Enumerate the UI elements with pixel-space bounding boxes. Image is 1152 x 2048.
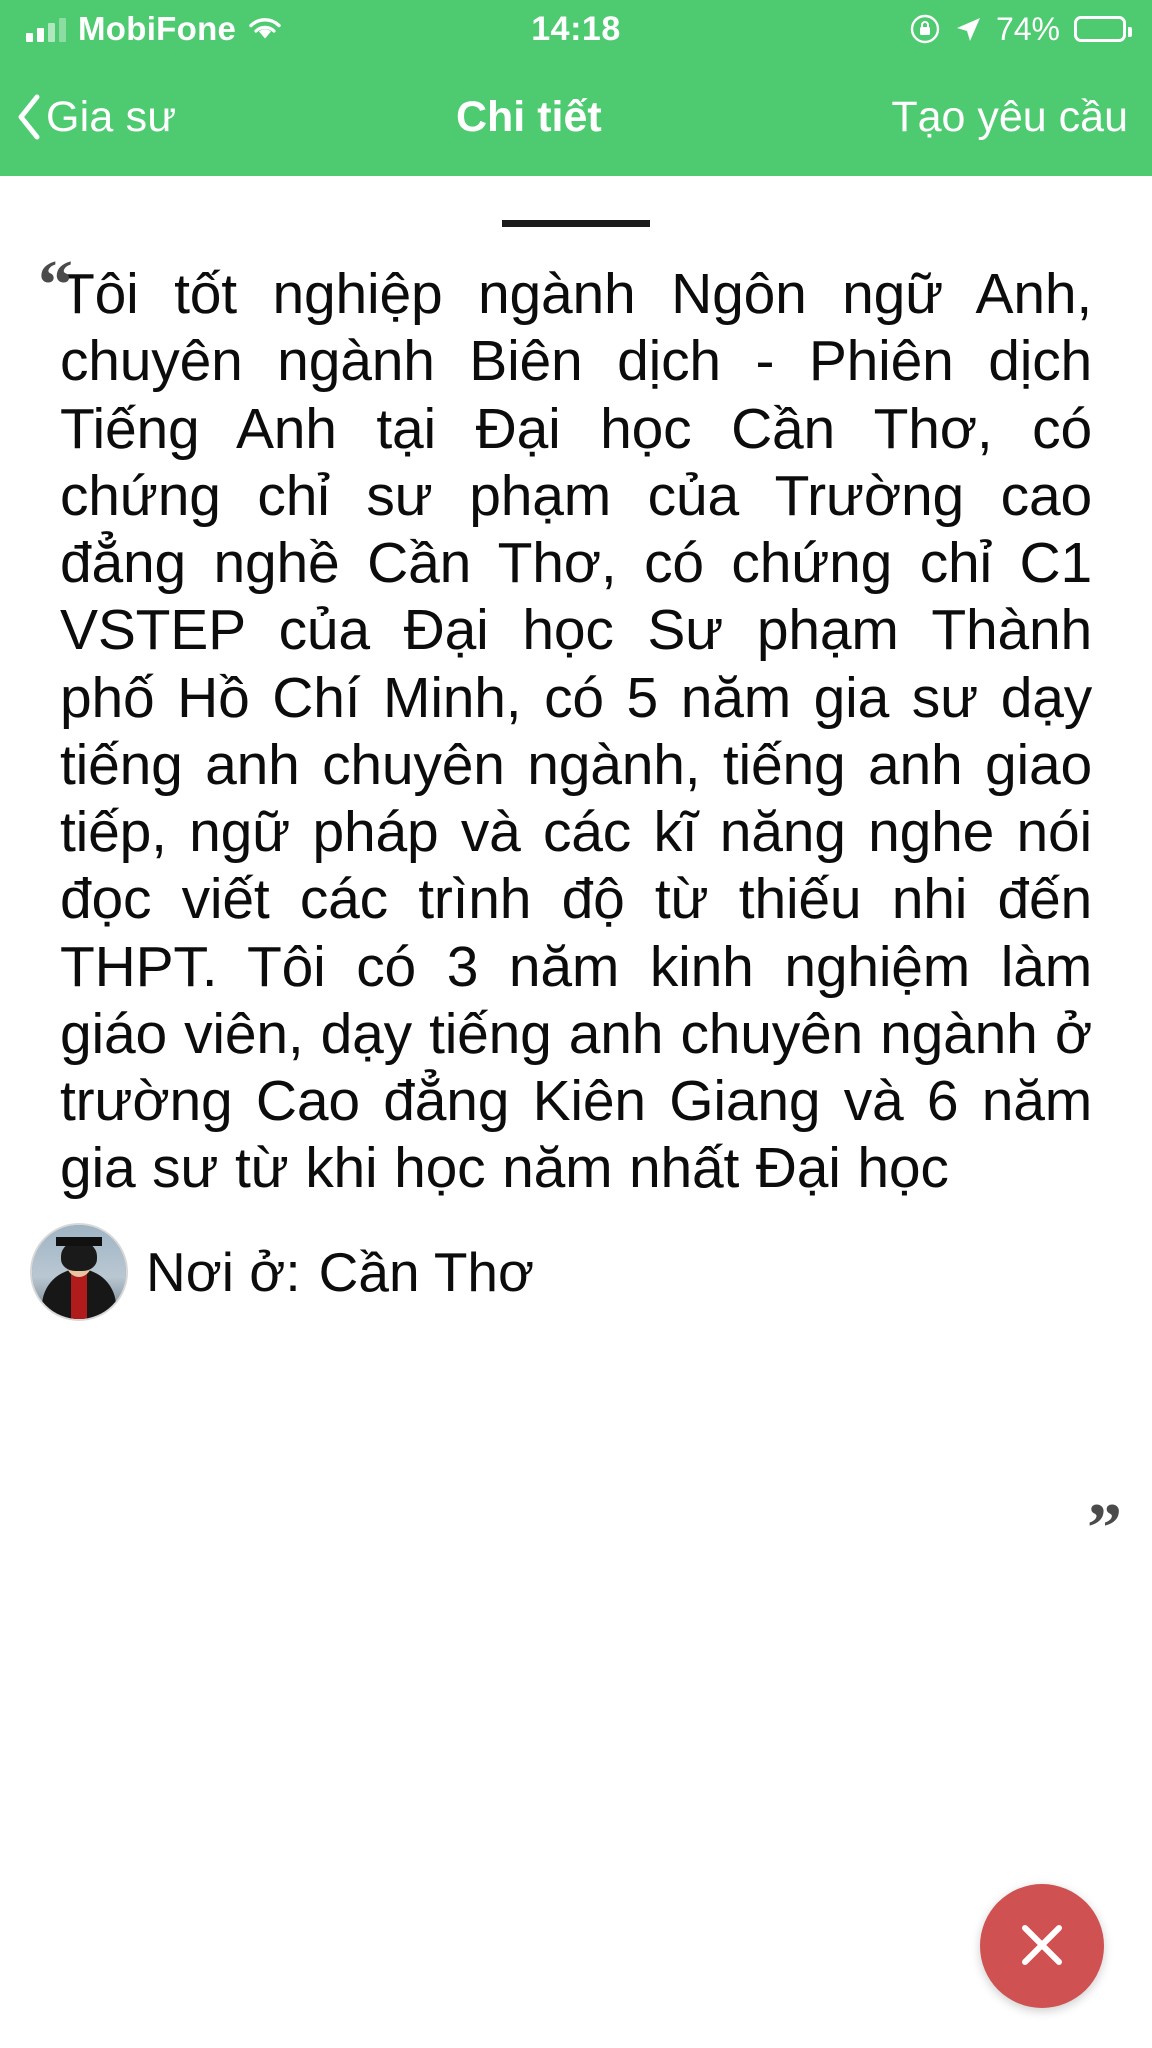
clock-label: 14:18: [531, 9, 621, 48]
status-bar-right: [621, 11, 1126, 48]
status-bar-left: [26, 10, 531, 48]
close-button[interactable]: [980, 1884, 1104, 2008]
battery-icon: [1074, 16, 1126, 42]
chevron-left-icon: [14, 93, 44, 141]
detail-content: [0, 176, 1152, 2048]
back-button-label: Gia sư: [46, 92, 177, 141]
rotation-lock-icon: [910, 14, 940, 44]
status-bar: [0, 0, 1152, 58]
location-row: [0, 1213, 1152, 1321]
carrier-label: MobiFone: [78, 10, 237, 47]
quote-open-mark: “: [38, 247, 73, 324]
quote-close-mark: ”: [1087, 1490, 1122, 1567]
create-request-button[interactable]: Tạo yêu cầu: [891, 92, 1128, 141]
signal-bars-icon: [26, 16, 66, 42]
close-icon: [1013, 1916, 1071, 1977]
back-button[interactable]: [14, 93, 176, 142]
tutor-bio-text: Tôi tốt nghiệp ngành Ngôn ngữ Anh, chuyên ngành Biên dịch - Phiên dịch Tiếng Anh tại Đại học Cần Thơ, có chứng chỉ sư phạm của Trường cao đẳng nghề Cần Thơ, có chứng chỉ C1 VSTEP của Đại học Sư phạm Thành phố Hồ Chí Minh, có 5 năm gia sư dạy tiếng anh chuyên ngành, tiếng anh giao tiếp, ngữ pháp và các kĩ năng nghe nói đọc viết các trình độ từ thiếu nhi đến THPT. Tôi có 3 năm kinh nghiệm làm giáo viên, dạy tiếng anh chuyên ngành ở trường Cao đẳng Kiên Giang và 6 năm gia sư từ khi học năm nhất Đại học: [60, 262, 1092, 1201]
battery-percent-label: 74%: [995, 10, 1060, 47]
location-label: Nơi ở:: [146, 1240, 301, 1303]
page-title: Chi tiết: [455, 92, 602, 141]
avatar: [30, 1223, 128, 1321]
location-arrow-icon: [954, 15, 982, 43]
wifi-icon: [248, 16, 282, 42]
navigation-bar: [0, 58, 1152, 176]
location-value: Cần Thơ: [318, 1240, 535, 1303]
section-divider: [502, 220, 650, 227]
